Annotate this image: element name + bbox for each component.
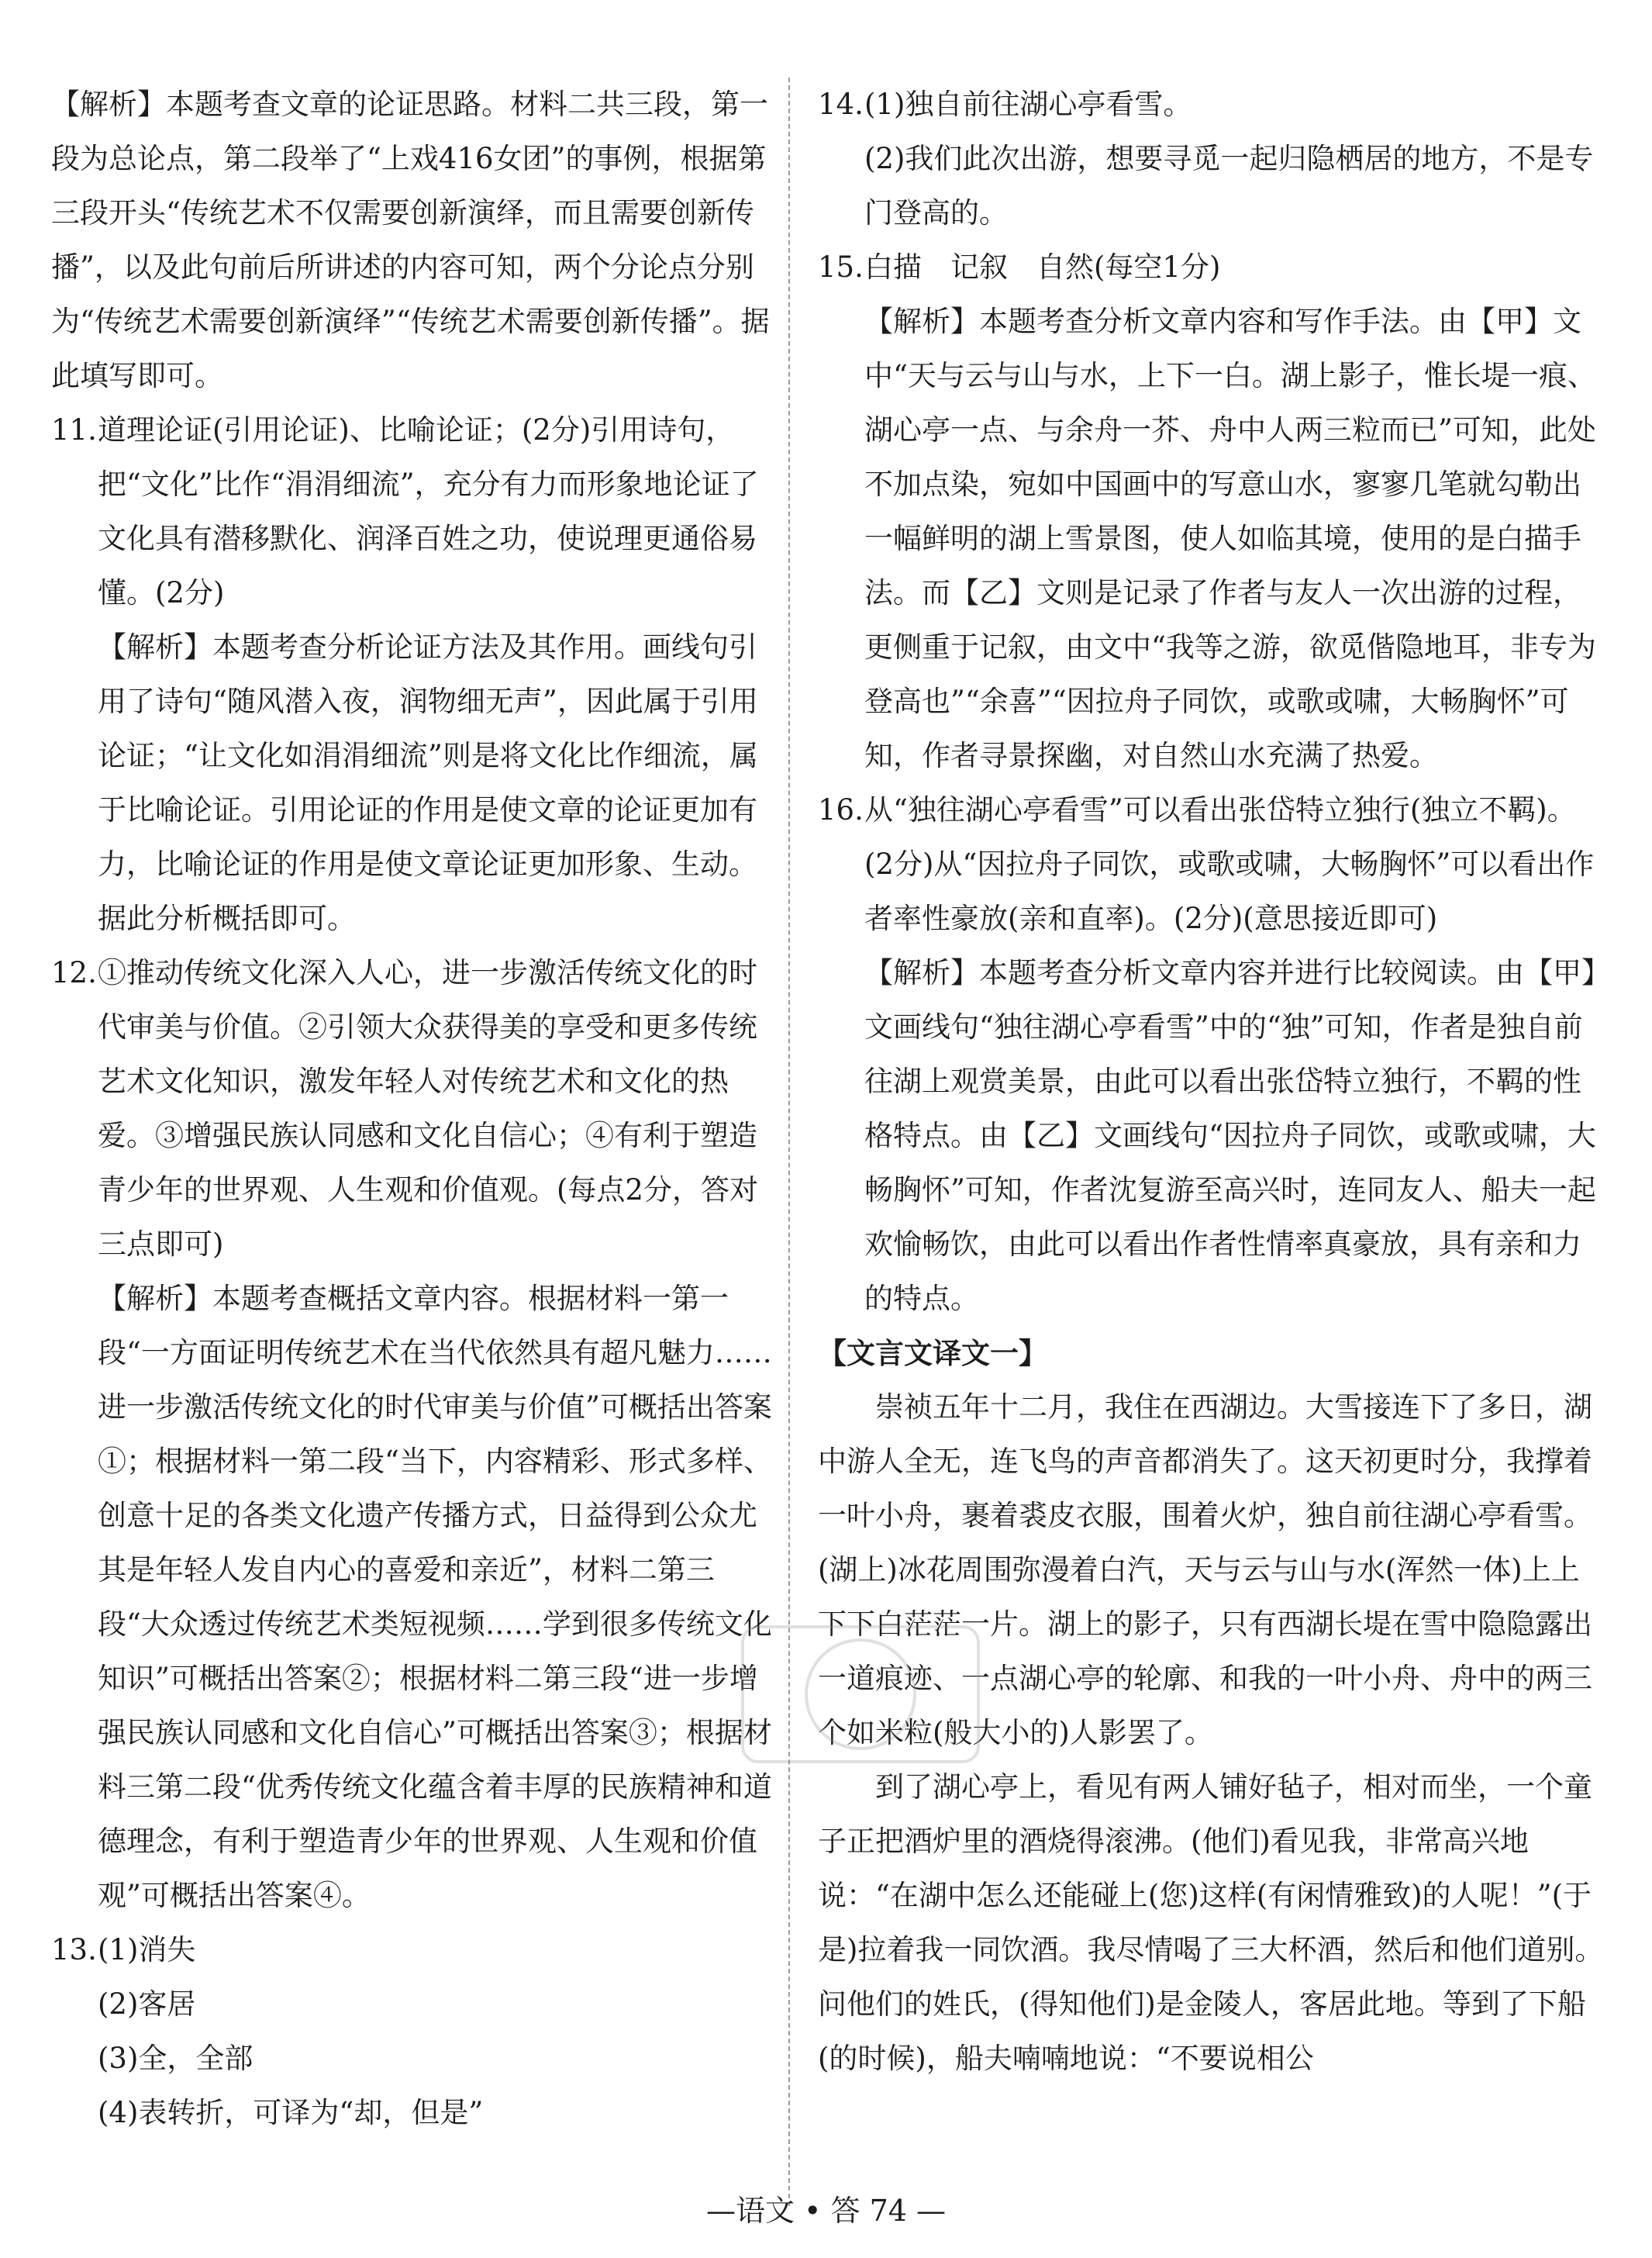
answer-11: 道理论证(引用论证)、比喻论证；(2分)引用诗句，把“文化”比作“涓涓细流”，充分有力而形象地论证了文化具有潜移默化、润泽百姓之功，使说理更通俗易懂。(2分) bbox=[98, 413, 759, 609]
question-16 bbox=[818, 783, 1605, 1326]
question-13 bbox=[51, 1923, 780, 2140]
question-12 bbox=[51, 946, 780, 1923]
question-15-number: 15. bbox=[818, 250, 864, 284]
question-13-number: 13. bbox=[51, 1933, 97, 1966]
answer-13-4: (4)表转折，可译为“却，但是” bbox=[98, 2096, 484, 2129]
answer-14-1: (1)独自前往湖心亭看雪。 bbox=[864, 88, 1192, 121]
question-16-number: 16. bbox=[818, 793, 864, 827]
question-12-number: 12. bbox=[51, 956, 97, 989]
translation-paragraph-1: 崇祯五年十二月，我住在西湖边。大雪接连下了多日，湖中游人全无，连飞鸟的声音都消失了。这天初更时分，我撑着一叶小舟，裹着裘皮衣服，围着火炉，独自前往湖心亭看雪。(湖上)冰花周围弥漫着白汽，天与云与山与水(浑然一体)上上下下白茫茫一片。湖上的影子，只有西湖长堤在雪中隐隐露出一道痕迹、一点湖心亭的轮廓、和我的一叶小舟、舟中的两三个如米粒(般大小的)人影罢了。 bbox=[818, 1390, 1592, 1749]
answer-15: 白描 记叙 自然(每空1分) bbox=[864, 250, 1221, 284]
question-15 bbox=[818, 240, 1605, 783]
question-11 bbox=[51, 403, 780, 946]
answer-13-2: (2)客居 bbox=[98, 1987, 196, 2021]
question-14-number: 14. bbox=[818, 88, 864, 121]
analysis-16: 【解析】本题考查分析文章内容并进行比较阅读。由【甲】文画线句“独往湖心亭看雪”中的“独”可知，作者是独自前往湖上观赏美景，由此可以看出张岱特立独行，不羁的性格特点。由【乙】文画线句“因拉舟子同饮，或歌或啸，大畅胸怀”可知，作者沈复游至高兴时，连同友人、船夫一起欢愉畅饮，由此可以看出作者性情率真豪放，具有亲和力的特点。 bbox=[864, 956, 1596, 1315]
analysis-15: 【解析】本题考查分析文章内容和写作手法。由【甲】文中“天与云与山与水，上下一白。湖上影子，惟长堤一痕、湖心亭一点、与余舟一芥、舟中人两三粒而已”可知，此处不加点染，宛如中国画中的写意山水，寥寥几笔就勾勒出一幅鲜明的湖上雪景图，使人如临其境，使用的是白描手法。而【乙】文则是记录了作者与友人一次出游的过程，更侧重于记叙，由文中“我等之游，欲觅偕隐地耳，非专为登高也”“余喜”“因拉舟子同饮，或歌或啸，大畅胸怀”可知，作者寻景探幽，对自然山水充满了热爱。 bbox=[864, 305, 1596, 772]
right-column bbox=[818, 78, 1605, 2086]
analysis-10: 【解析】本题考查文章的论证思路。材料二共三段，第一段为总论点，第二段举了“上戏416女团”的事例，根据第三段开头“传统艺术不仅需要创新演绎，而且需要创新传播”，以及此句前后所讲述的内容可知，两个分论点分别为“传统艺术需要创新演绎”“传统艺术需要创新传播”。据此填写即可。 bbox=[51, 88, 770, 392]
watermark-stamp bbox=[736, 1621, 985, 1768]
answer-13-3: (3)全，全部 bbox=[98, 2042, 253, 2075]
question-14 bbox=[818, 78, 1605, 240]
page-footer: —语文 • 答 74 — bbox=[705, 2194, 947, 2228]
analysis-11: 【解析】本题考查分析论证方法及其作用。画线句引用了诗句“随风潜入夜，润物细无声”，因此属于引用论证；“让文化如涓涓细流”则是将文化比作细流，属于比喻论证。引用论证的作用是使文章的论证更加有力，比喻论证的作用是使文章论证更加形象、生动。据此分析概括即可。 bbox=[98, 630, 758, 935]
analysis-12: 【解析】本题考查概括文章内容。根据材料一第一段“一方面证明传统艺术在当代依然具有超凡魅力……进一步激活传统文化的时代审美与价值”可概括出答案①；根据材料一第二段“当下，内容精彩、形式多样、创意十足的各类文化遗产传播方式，日益得到公众尤其是年轻人发自内心的喜爱和亲近”，材料二第三段“大众透过传统艺术类短视频……学到很多传统文化知识”可概括出答案②；根据材料二第三段“进一步增强民族认同感和文化自信心”可概括出答案③；根据材料三第二段“优秀传统文化蕴含着丰厚的民族精神和道德理念，有利于塑造青少年的世界观、人生观和价值观”可概括出答案④。 bbox=[98, 1282, 772, 1912]
answer-12: ①推动传统文化深入人心，进一步激活传统文化的时代审美与价值。②引领大众获得美的享受和更多传统艺术文化知识，激发年轻人对传统艺术和文化的热爱。③增强民族认同感和文化自信心；④有利于塑造青少年的世界观、人生观和价值观。(每点2分，答对三点即可) bbox=[98, 956, 758, 1261]
translation-title: 【文言文译文一】 bbox=[818, 1336, 1047, 1370]
column-divider bbox=[788, 78, 790, 2206]
translation-paragraph-2: 到了湖心亭上，看见有两人铺好毡子，相对而坐，一个童子正把酒炉里的酒烧得滚沸。(他们)看见我，非常高兴地说：“在湖中怎么还能碰上(您)这样(有闲情雅致)的人呢！”(于是)拉着我一同饮酒。我尽情喝了三大杯酒，然后和他们道别。问他们的姓氏，(得知他们)是金陵人，客居此地。等到了下船(的时候)，船夫喃喃地说：“不要说相公 bbox=[818, 1770, 1604, 2075]
left-column bbox=[51, 78, 780, 2140]
answer-13-1: (1)消失 bbox=[98, 1933, 196, 1966]
answer-14-2: (2)我们此次出游，想要寻觅一起归隐栖居的地方，不是专门登高的。 bbox=[864, 142, 1594, 230]
answer-16: 从“独往湖心亭看雪”可以看出张岱特立独行(独立不羁)。(2分)从“因拉舟子同饮，或歌或啸，大畅胸怀”可以看出作者率性豪放(亲和直率)。(2分)(意思接近即可) bbox=[864, 793, 1595, 935]
question-11-number: 11. bbox=[51, 413, 97, 447]
